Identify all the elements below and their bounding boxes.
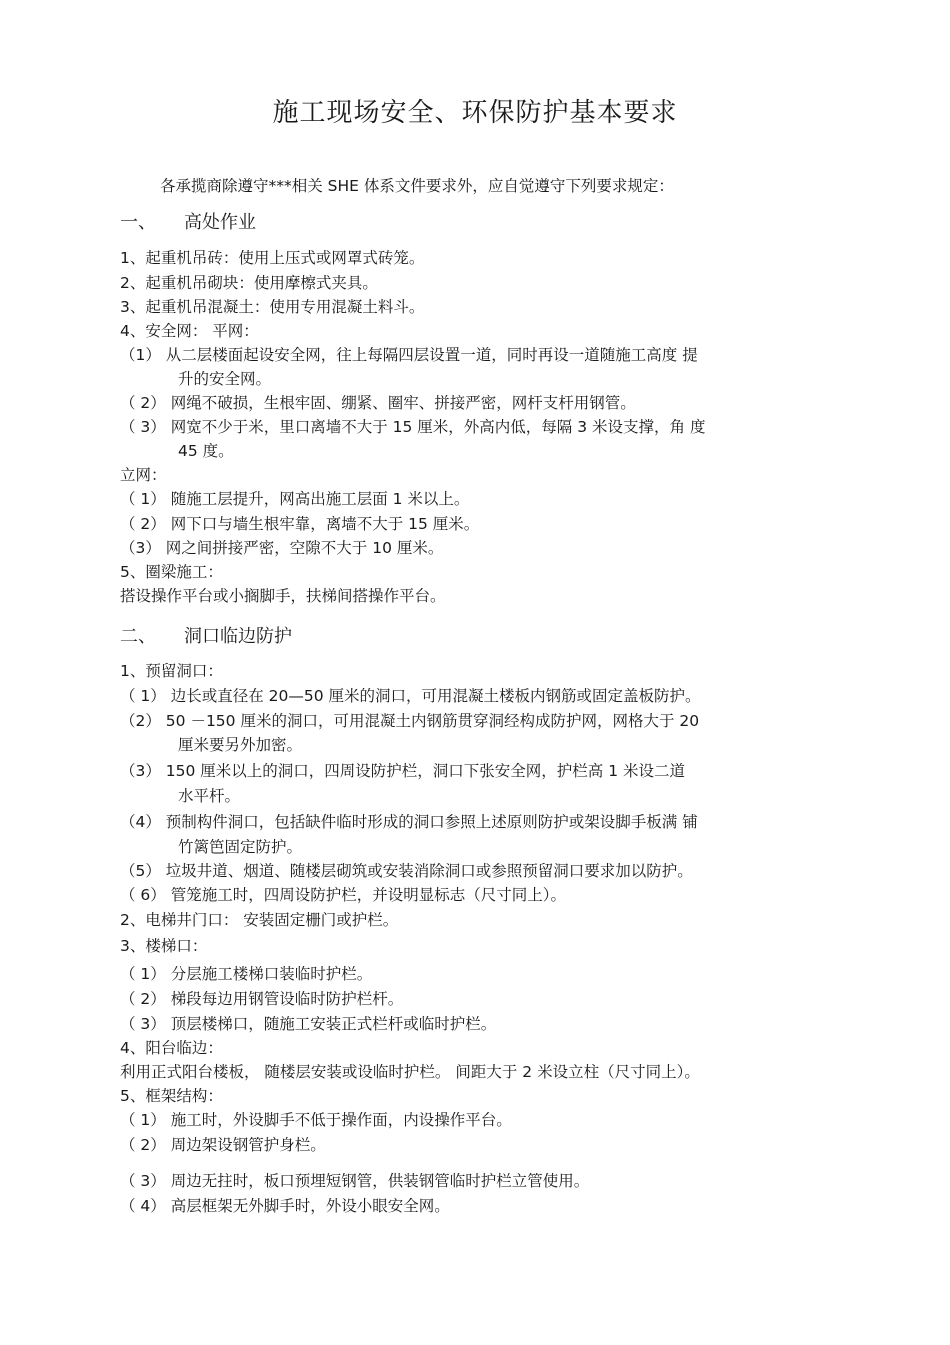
list-item: 4、安全网： 平网：	[120, 322, 259, 340]
list-item: 5、圈梁施工：	[120, 563, 223, 581]
list-item: 搭设操作平台或小搁脚手，扶梯间搭操作平台。	[120, 587, 446, 605]
intro-paragraph: 各承揽商除遵守***相关 SHE 体系文件要求外，应自觉遵守下列要求规定：	[160, 177, 674, 195]
list-item-continuation: 竹篱笆固定防护。	[178, 838, 303, 856]
section-number: 一、	[120, 212, 156, 233]
list-item: 3、楼梯口：	[120, 937, 208, 955]
list-item: （ 1） 分层施工楼梯口装临时护栏。	[120, 965, 373, 983]
list-item: （ 3） 网宽不少于米，里口离墙不大于 15 厘米，外高内低，每隔 3 米设支撑，角 度	[120, 418, 706, 436]
list-item-continuation: 厘米要另外加密。	[178, 736, 303, 754]
list-item: （ 2） 梯段每边用钢管设临时防护栏杆。	[120, 990, 404, 1008]
section-title: 洞口临边防护	[184, 626, 292, 647]
list-item: （ 4） 高层框架无外脚手时，外设小眼安全网。	[120, 1197, 450, 1215]
list-item: 立网：	[120, 466, 167, 484]
section-heading-1	[120, 208, 256, 234]
list-item: （1） 从二层楼面起设安全网，往上每隔四层设置一道，同时再设一道随施工高度 提	[120, 346, 698, 364]
list-item: （ 2） 周边架设钢管护身栏。	[120, 1136, 326, 1154]
list-item: （ 1） 边长或直径在 20—50 厘米的洞口，可用混凝土楼板内钢筋或固定盖板防护。	[120, 687, 701, 705]
section-title: 高处作业	[184, 212, 256, 233]
list-item: 2、起重机吊砌块：使用摩檫式夹具。	[120, 274, 378, 292]
list-item: （ 1） 随施工层提升，网高出施工层面 1 米以上。	[120, 490, 470, 508]
list-item-continuation: 水平杆。	[178, 787, 241, 805]
section-heading-2	[120, 622, 292, 648]
list-item: 1、起重机吊砖：使用上压式或网罩式砖笼。	[120, 249, 425, 267]
section-number: 二、	[120, 626, 156, 647]
list-item: （ 3） 周边无拄时，板口预埋短钢管，供装钢管临时护栏立管使用。	[120, 1172, 590, 1190]
list-item: （4） 预制构件洞口，包括缺件临时形成的洞口参照上述原则防护或架设脚手板满 铺	[120, 813, 698, 831]
list-item: （ 6） 管笼施工时，四周设防护栏，并设明显标志（尺寸同上）。	[120, 886, 566, 904]
list-item: 2、电梯井门口： 安装固定栅门或护栏。	[120, 911, 399, 929]
list-item: （ 2） 网下口与墙生根牢靠，离墙不大于 15 厘米。	[120, 515, 480, 533]
list-item: （2） 50 －150 厘米的洞口，可用混凝土内钢筋贯穿洞经构成防护网，网格大于 20	[120, 712, 700, 730]
list-item-continuation: 升的安全网。	[178, 370, 272, 388]
list-item: （3） 网之间拼接严密，空隙不大于 10 厘米。	[120, 539, 444, 557]
list-item: （ 2） 网绳不破损，生根牢固、绷紧、圈牢、拼接严密，网杆支杆用钢管。	[120, 394, 636, 412]
list-item: （ 1） 施工时，外设脚手不低于操作面，内设操作平台。	[120, 1111, 512, 1129]
list-item: 4、阳台临边：	[120, 1039, 223, 1057]
list-item: 5、框架结构：	[120, 1087, 223, 1105]
list-item: （5） 垃圾井道、烟道、随楼层砌筑或安装消除洞口或参照预留洞口要求加以防护。	[120, 862, 693, 880]
list-item: 利用正式阳台楼板， 随楼层安装或设临时护栏。 间距大于 2 米设立柱（尺寸同上）。	[120, 1063, 700, 1081]
list-item: （ 3） 顶层楼梯口，随施工安装正式栏杆或临时护栏。	[120, 1015, 497, 1033]
list-item: 1、预留洞口：	[120, 662, 223, 680]
list-item: 3、起重机吊混凝土：使用专用混凝土料斗。	[120, 298, 425, 316]
list-item: （3） 150 厘米以上的洞口，四周设防护栏，洞口下张安全网，护栏高 1 米设二道	[120, 762, 686, 780]
list-item-continuation: 45 度。	[178, 442, 234, 460]
page-title: 施工现场安全、环保防护基本要求	[272, 98, 678, 128]
